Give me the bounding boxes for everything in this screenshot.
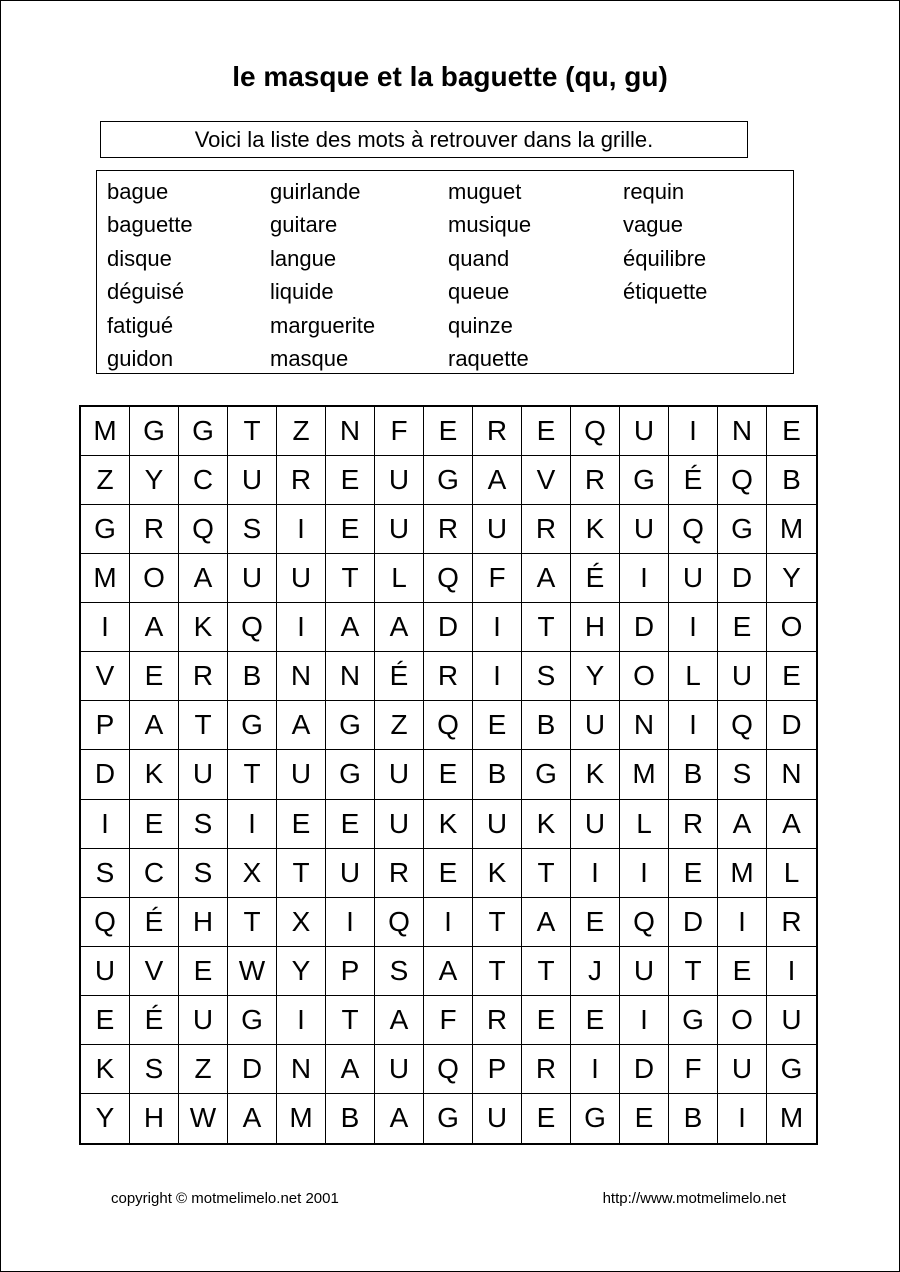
grid-cell: I (571, 849, 620, 898)
grid-cell: E (571, 996, 620, 1045)
grid-cell: E (424, 750, 473, 799)
grid-cell: K (571, 750, 620, 799)
instruction-box (100, 121, 748, 158)
grid-cell: R (669, 800, 718, 849)
grid-cell: I (669, 701, 718, 750)
grid-cell: L (375, 554, 424, 603)
footer (111, 1190, 786, 1207)
grid-cell: E (326, 505, 375, 554)
grid-cell: U (473, 505, 522, 554)
grid-cell: Q (81, 898, 130, 947)
grid-cell: É (375, 652, 424, 701)
grid-cell: E (767, 407, 816, 456)
grid-cell: Y (571, 652, 620, 701)
grid-cell: É (571, 554, 620, 603)
grid-cell: D (228, 1045, 277, 1094)
grid-cell: A (277, 701, 326, 750)
grid-cell: G (522, 750, 571, 799)
grid-cell: I (718, 898, 767, 947)
grid-cell: U (473, 1094, 522, 1143)
grid-cell: T (228, 898, 277, 947)
grid-cell: U (571, 800, 620, 849)
grid-cell: E (620, 1094, 669, 1143)
word-item: vague (623, 212, 683, 238)
grid-cell: Q (571, 407, 620, 456)
grid-cell: Q (718, 701, 767, 750)
word-item: quand (448, 245, 510, 271)
grid-cell: U (669, 554, 718, 603)
grid-cell: P (81, 701, 130, 750)
grid-cell: U (277, 554, 326, 603)
grid-cell: E (326, 456, 375, 505)
word-item: équilibre (623, 245, 707, 271)
grid-cell: X (277, 898, 326, 947)
grid-cell: K (473, 849, 522, 898)
word-item: muguet (448, 179, 522, 204)
grid-cell: N (277, 1045, 326, 1094)
grid-cell: T (179, 701, 228, 750)
copyright-text: copyright © motmelimelo.net 2001 (111, 1190, 339, 1207)
grid-cell: S (179, 800, 228, 849)
word-item: liquide (270, 279, 334, 305)
grid-cell: U (620, 505, 669, 554)
grid-cell: E (130, 652, 179, 701)
grid-cell: U (179, 750, 228, 799)
grid-cell: M (81, 407, 130, 456)
grid-cell: G (424, 456, 473, 505)
grid-cell: B (473, 750, 522, 799)
grid-cell: U (375, 800, 424, 849)
instruction-text: Voici la liste des mots à retrouver dans la grille. (194, 127, 654, 152)
grid-cell: R (522, 505, 571, 554)
grid-cell: G (326, 750, 375, 799)
grid-cell: H (130, 1094, 179, 1143)
grid-cell: S (81, 849, 130, 898)
grid-cell: N (767, 750, 816, 799)
grid-cell: S (228, 505, 277, 554)
grid-cell: Z (375, 701, 424, 750)
grid-cell: Y (81, 1094, 130, 1143)
grid-cell: T (277, 849, 326, 898)
grid-cell: S (522, 652, 571, 701)
word-item: déguisé (107, 279, 185, 305)
word-list-box (96, 170, 794, 374)
grid-cell: I (277, 505, 326, 554)
grid-cell: K (571, 505, 620, 554)
grid-cell: M (277, 1094, 326, 1143)
grid-cell: É (130, 898, 179, 947)
grid-cell: T (522, 947, 571, 996)
grid-cell: G (130, 407, 179, 456)
grid-cell: N (326, 652, 375, 701)
word-item: étiquette (623, 279, 708, 305)
grid-cell: S (179, 849, 228, 898)
grid-cell: S (130, 1045, 179, 1094)
grid-cell: A (522, 554, 571, 603)
word-item: bague (107, 179, 169, 204)
wordlist-column (623, 175, 707, 373)
grid-cell: T (326, 996, 375, 1045)
grid-cell: U (375, 750, 424, 799)
grid-cell: I (571, 1045, 620, 1094)
grid-cell: T (522, 603, 571, 652)
grid-cell: U (620, 407, 669, 456)
grid-cell: E (424, 849, 473, 898)
grid-cell: F (375, 407, 424, 456)
grid-cell: E (767, 652, 816, 701)
grid-cell: H (571, 603, 620, 652)
grid-cell: U (718, 652, 767, 701)
grid-cell: E (179, 947, 228, 996)
grid-cell: G (228, 996, 277, 1045)
grid-cell: A (424, 947, 473, 996)
grid-cell: Z (81, 456, 130, 505)
grid-cell: I (767, 947, 816, 996)
grid-cell: H (179, 898, 228, 947)
grid-cell: G (669, 996, 718, 1045)
grid-cell: O (718, 996, 767, 1045)
grid-cell: U (473, 800, 522, 849)
grid-cell: U (571, 701, 620, 750)
grid-cell: N (326, 407, 375, 456)
grid-cell: E (718, 603, 767, 652)
grid-cell: U (767, 996, 816, 1045)
grid-cell: U (277, 750, 326, 799)
grid-cell: R (571, 456, 620, 505)
grid-cell: I (277, 603, 326, 652)
grid-cell: T (228, 750, 277, 799)
grid-cell: E (571, 898, 620, 947)
grid-cell: I (718, 1094, 767, 1143)
grid-cell: A (375, 603, 424, 652)
grid-cell: B (767, 456, 816, 505)
wordlist-column (270, 175, 448, 373)
grid-cell: M (81, 554, 130, 603)
grid-cell: T (473, 898, 522, 947)
grid-cell: R (473, 996, 522, 1045)
grid-cell: R (473, 407, 522, 456)
grid-cell: Z (277, 407, 326, 456)
grid-cell: O (767, 603, 816, 652)
grid-cell: Y (277, 947, 326, 996)
grid-cell: Y (130, 456, 179, 505)
grid-cell: L (620, 800, 669, 849)
grid-cell: B (326, 1094, 375, 1143)
grid-cell: L (767, 849, 816, 898)
word-item: baguette (107, 212, 193, 238)
grid-cell: G (571, 1094, 620, 1143)
grid-cell: Q (620, 898, 669, 947)
grid-cell: I (620, 849, 669, 898)
grid-cell: U (81, 947, 130, 996)
grid-cell: Q (179, 505, 228, 554)
grid-cell: L (669, 652, 718, 701)
grid-cell: U (375, 505, 424, 554)
grid-cell: É (130, 996, 179, 1045)
grid-cell: U (375, 1045, 424, 1094)
wordlist-column (448, 175, 623, 373)
page-title: le masque et la baguette (qu, gu) (232, 61, 668, 92)
grid-cell: F (669, 1045, 718, 1094)
grid-cell: Q (424, 554, 473, 603)
grid-cell: C (130, 849, 179, 898)
word-item: marguerite (270, 312, 376, 338)
grid-cell: Q (375, 898, 424, 947)
grid-cell: V (81, 652, 130, 701)
grid-cell: M (620, 750, 669, 799)
grid-cell: I (228, 800, 277, 849)
word-item: masque (270, 346, 349, 372)
grid-cell: G (326, 701, 375, 750)
grid-cell: B (228, 652, 277, 701)
grid-cell: D (424, 603, 473, 652)
grid-cell: I (81, 800, 130, 849)
word-item: fatigué (107, 312, 174, 338)
grid-cell: R (375, 849, 424, 898)
grid-cell: É (669, 456, 718, 505)
grid-cell: S (718, 750, 767, 799)
word-item: langue (270, 245, 337, 271)
grid-cell: A (473, 456, 522, 505)
grid-cell: T (522, 849, 571, 898)
word-item: raquette (448, 346, 529, 372)
grid-cell: D (669, 898, 718, 947)
grid-cell: U (375, 456, 424, 505)
grid-cell: Z (179, 1045, 228, 1094)
grid-cell: R (130, 505, 179, 554)
grid-cell: T (326, 554, 375, 603)
grid-cell: F (424, 996, 473, 1045)
grid-cell: Q (718, 456, 767, 505)
grid-cell: R (522, 1045, 571, 1094)
grid-cell: O (130, 554, 179, 603)
grid-cell: I (669, 603, 718, 652)
grid-cell: A (375, 996, 424, 1045)
grid-cell: E (277, 800, 326, 849)
grid-cell: V (130, 947, 179, 996)
grid-cell: K (81, 1045, 130, 1094)
grid-cell: E (424, 407, 473, 456)
grid-cell: D (767, 701, 816, 750)
wordlist-column (107, 175, 270, 373)
grid-cell: E (81, 996, 130, 1045)
grid-cell: M (718, 849, 767, 898)
grid-cell: O (620, 652, 669, 701)
grid-cell: I (81, 603, 130, 652)
word-item: guirlande (270, 179, 361, 204)
word-item: queue (448, 279, 510, 305)
word-item: guitare (270, 212, 338, 238)
grid-cell: M (779, 1102, 804, 1134)
grid-cell: A (718, 800, 767, 849)
grid-cell: D (620, 603, 669, 652)
grid-cell: I (277, 996, 326, 1045)
grid-cell: G (81, 505, 130, 554)
grid-cell: E (669, 849, 718, 898)
grid-cell: I (473, 652, 522, 701)
grid-cell: C (179, 456, 228, 505)
grid-cell: G (228, 701, 277, 750)
grid-cell: U (228, 554, 277, 603)
grid-cell: B (669, 750, 718, 799)
grid-cell: G (767, 1045, 816, 1094)
grid-cell: K (179, 603, 228, 652)
grid-cell: A (130, 603, 179, 652)
grid-cell: N (620, 701, 669, 750)
grid-cell: A (326, 603, 375, 652)
grid-cell: A (326, 1045, 375, 1094)
grid-cell: E (130, 800, 179, 849)
grid-cell: R (179, 652, 228, 701)
grid-cell: K (130, 750, 179, 799)
grid-cell: R (767, 898, 816, 947)
grid-cell: K (424, 800, 473, 849)
grid-cell: U (326, 849, 375, 898)
grid-cell: G (620, 456, 669, 505)
grid-cell: A (130, 701, 179, 750)
word-item: guidon (107, 346, 174, 372)
grid-cell: A (179, 554, 228, 603)
grid-cell: W (228, 947, 277, 996)
grid-cell: X (228, 849, 277, 898)
grid-cell: J (571, 947, 620, 996)
letter-grid (79, 405, 818, 1145)
grid-cell: R (277, 456, 326, 505)
grid-cell: G (424, 1094, 473, 1143)
grid-cell: A (522, 898, 571, 947)
grid-cell: B (669, 1094, 718, 1143)
grid-cell: M (767, 505, 816, 554)
word-item: musique (448, 212, 532, 238)
grid-cell: I (424, 898, 473, 947)
grid-cell: E (718, 947, 767, 996)
grid-cell: A (228, 1094, 277, 1143)
grid-cell: U (228, 456, 277, 505)
grid-cell: E (522, 996, 571, 1045)
grid-cell: I (620, 554, 669, 603)
grid-cell: P (473, 1045, 522, 1094)
grid-cell: D (81, 750, 130, 799)
grid-cell: E (522, 407, 571, 456)
grid-cell: E (522, 1094, 571, 1143)
grid-cell: Y (767, 554, 816, 603)
grid-cell: E (326, 800, 375, 849)
grid-cell: F (473, 554, 522, 603)
grid-cell: N (718, 407, 767, 456)
grid-cell: I (620, 996, 669, 1045)
grid-cell: Q (669, 505, 718, 554)
grid-cell: G (718, 505, 767, 554)
grid-cell: U (179, 996, 228, 1045)
grid-cell: I (669, 407, 718, 456)
grid-cell: K (522, 800, 571, 849)
word-item: quinze (448, 312, 513, 338)
grid-cell: D (620, 1045, 669, 1094)
word-item: disque (107, 245, 172, 271)
grid-cell: I (473, 603, 522, 652)
grid-cell: A (767, 800, 816, 849)
grid-cell: D (718, 554, 767, 603)
grid-cell: N (277, 652, 326, 701)
grid-cell: U (620, 947, 669, 996)
grid-cell: T (473, 947, 522, 996)
grid-cell: R (424, 505, 473, 554)
grid-cell: E (473, 701, 522, 750)
footer-url: http://www.motmelimelo.net (602, 1190, 786, 1207)
grid-cell: S (375, 947, 424, 996)
grid-cell: G (179, 407, 228, 456)
grid-cell: A (375, 1094, 424, 1143)
grid-cell: Q (424, 701, 473, 750)
word-item: requin (623, 179, 685, 204)
grid-cell: P (326, 947, 375, 996)
grid-cell: Q (228, 603, 277, 652)
grid-cell: W (179, 1094, 228, 1143)
grid-cell: R (424, 652, 473, 701)
grid-cell: T (228, 407, 277, 456)
grid-cell: Q (424, 1045, 473, 1094)
grid-cell: U (718, 1045, 767, 1094)
grid-cell: V (522, 456, 571, 505)
grid-cell: T (669, 947, 718, 996)
grid-cell: I (326, 898, 375, 947)
grid-cell: B (522, 701, 571, 750)
